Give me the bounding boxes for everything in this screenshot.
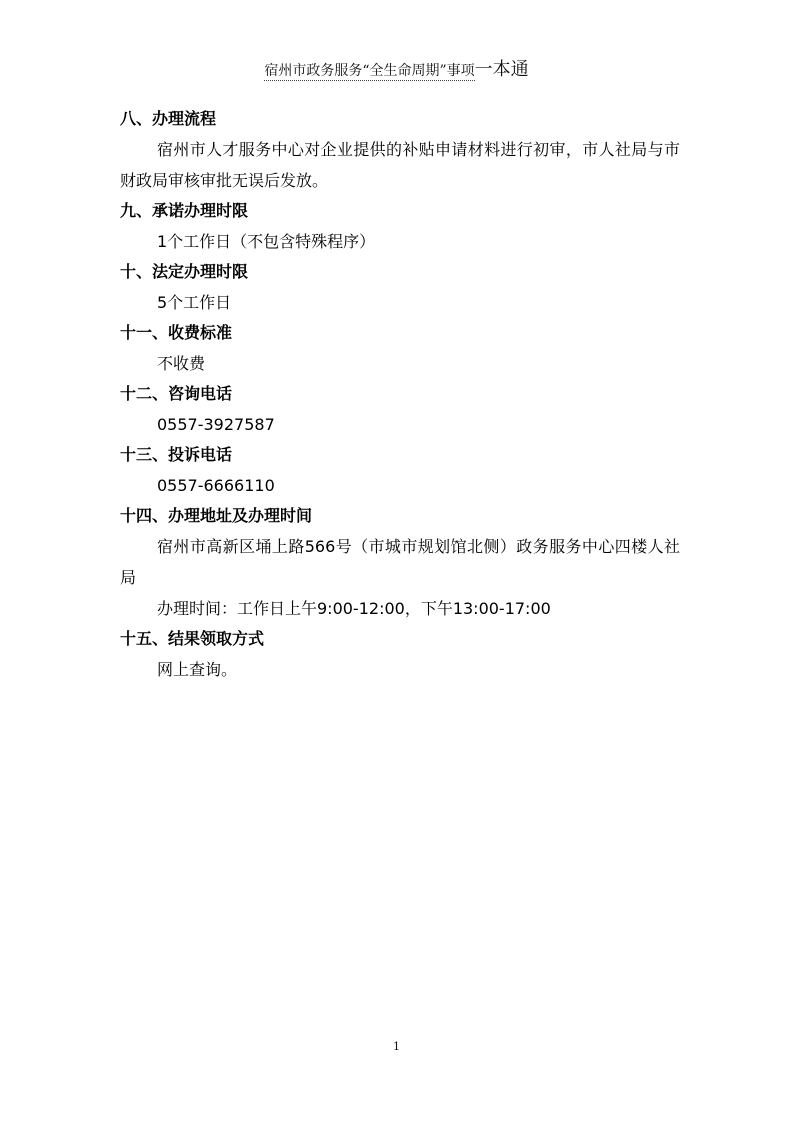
section-heading-complaint-phone: 十三、投诉电话: [120, 445, 233, 464]
header-title-small: 宿州市政务服务“全生命周期”事项: [264, 63, 475, 79]
section-text-consult-phone: 0557-3927587: [157, 415, 275, 434]
section-text-address: 宿州市高新区埇上路566号（市城市规划馆北侧）政务服务中心四楼人社局: [120, 537, 680, 587]
section-heading-consult-phone: 十二、咨询电话: [120, 384, 233, 403]
header-title-large: 一本通: [474, 59, 529, 80]
section-heading-result-collection: 十五、结果领取方式: [120, 629, 265, 648]
section-heading-address-and-hours: 十四、办理地址及办理时间: [120, 506, 313, 525]
section-text-fee-standard: 不收费: [157, 354, 206, 373]
page-header: [0, 60, 793, 81]
section-text-process: 宿州市人才服务中心对企业提供的补贴申请材料进行初审，市人社局与市财政局审核审批无误后发放。: [120, 140, 680, 190]
section-heading-promised-time-limit: 九、承诺办理时限: [120, 201, 249, 220]
section-text-result-collection: 网上查询。: [157, 660, 238, 679]
section-text-hours: 办理时间：工作日上午9:00-12:00，下午13:00-17:00: [157, 599, 551, 618]
page-number: 1: [393, 1040, 400, 1053]
document-body: [120, 104, 680, 685]
section-heading-fee-standard: 十一、收费标准: [120, 323, 233, 342]
section-text-statutory-time-limit: 5个工作日: [157, 293, 232, 312]
section-heading-statutory-time-limit: 十、法定办理时限: [120, 262, 249, 281]
section-text-promised-time-limit: 1个工作日（不包含特殊程序）: [157, 232, 376, 251]
section-text-complaint-phone: 0557-6666110: [157, 476, 275, 495]
section-heading-process: 八、办理流程: [120, 109, 217, 128]
